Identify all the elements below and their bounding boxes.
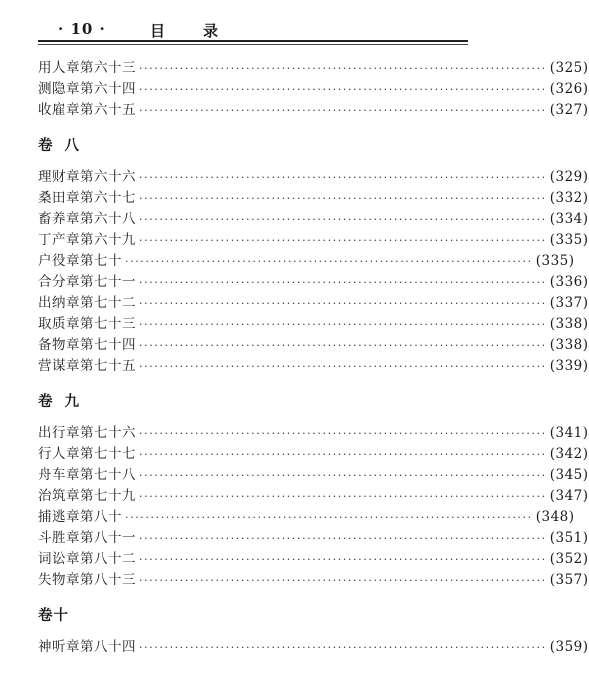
toc-entry-label: 舟车章第七十八 [38, 467, 136, 483]
toc-entry[interactable] [38, 507, 575, 528]
page-number: · 10 · [58, 20, 106, 38]
toc-entry[interactable] [38, 209, 589, 230]
toc-entry-label: 收雇章第六十五 [38, 102, 136, 118]
toc-entry-page: (325) [549, 60, 589, 76]
toc-entry-label: 出纳章第七十二 [38, 295, 136, 311]
toc-entry-label: 户役章第七十 [38, 253, 122, 269]
toc-entry[interactable] [38, 423, 589, 444]
toc-entry[interactable] [38, 356, 589, 377]
dot-leader: ················································································ [139, 469, 547, 482]
toc-entry-page: (338) [549, 316, 589, 332]
toc-entry-page: (334) [549, 211, 589, 227]
toc-entry-page: (338) [549, 337, 589, 353]
dot-leader: ················································································ [139, 532, 547, 545]
toc-entry[interactable] [38, 272, 589, 293]
dot-leader: ················································································ [125, 255, 533, 268]
dot-leader: ················································································ [139, 276, 547, 289]
dot-leader: ················································································ [139, 104, 547, 117]
toc-entry-page: (352) [549, 551, 589, 567]
toc-entry-label: 测隐章第六十四 [38, 81, 136, 97]
toc-entry-label: 行人章第七十七 [38, 446, 136, 462]
dot-leader: ················································································ [139, 641, 547, 654]
toc-entry-label: 失物章第八十三 [38, 572, 136, 588]
toc-entry-page: (337) [549, 295, 589, 311]
toc-entry-page: (357) [549, 572, 589, 588]
volume-heading-8: 卷八 [38, 137, 91, 154]
toc-entry-page: (335) [549, 232, 589, 248]
toc-entry-label: 词讼章第八十二 [38, 551, 136, 567]
toc-entry-label: 捕逃章第八十 [38, 509, 122, 525]
page-title: 目录 [150, 22, 257, 40]
running-head [38, 18, 468, 40]
dot-leader: ················································································ [139, 62, 547, 75]
toc-entry[interactable] [38, 188, 589, 209]
toc-entry[interactable] [38, 167, 589, 188]
table-of-contents [38, 58, 589, 658]
toc-entry-page: (345) [549, 467, 589, 483]
toc-entry-page: (351) [549, 530, 589, 546]
toc-entry[interactable] [38, 335, 589, 356]
dot-leader: ················································································ [139, 213, 547, 226]
toc-entry[interactable] [38, 637, 589, 658]
toc-entry[interactable] [38, 486, 589, 507]
toc-entry-page: (347) [549, 488, 589, 504]
toc-entry-page: (335) [535, 253, 575, 269]
toc-entry-page: (336) [549, 274, 589, 290]
toc-entry[interactable] [38, 100, 589, 121]
dot-leader: ················································································ [139, 297, 547, 310]
toc-entry-page: (329) [549, 169, 589, 185]
volume-heading-10: 卷十 [38, 607, 69, 624]
dot-leader: ················································································ [125, 511, 533, 524]
dot-leader: ················································································ [139, 234, 547, 247]
toc-entry-page: (359) [549, 639, 589, 655]
dot-leader: ················································································ [139, 574, 547, 587]
toc-entry[interactable] [38, 570, 589, 591]
toc-entry[interactable] [38, 549, 589, 570]
toc-entry-label: 桑田章第六十七 [38, 190, 136, 206]
dot-leader: ················································································ [139, 318, 547, 331]
toc-entry-page: (326) [549, 81, 589, 97]
toc-entry[interactable] [38, 293, 589, 314]
toc-entry-label: 用人章第六十三 [38, 60, 136, 76]
dot-leader: ················································································ [139, 553, 547, 566]
header-rule-thick [38, 40, 468, 42]
dot-leader: ················································································ [139, 360, 547, 373]
header-rule-thin [38, 44, 468, 45]
toc-entry-label: 备物章第七十四 [38, 337, 136, 353]
toc-entry-label: 丁产章第六十九 [38, 232, 136, 248]
toc-entry[interactable] [38, 314, 589, 335]
toc-entry[interactable] [38, 251, 575, 272]
toc-entry-label: 取质章第七十三 [38, 316, 136, 332]
toc-entry-label: 神听章第八十四 [38, 639, 136, 655]
dot-leader: ················································································ [139, 448, 547, 461]
toc-entry-page: (332) [549, 190, 589, 206]
toc-entry-label: 治筑章第七十九 [38, 488, 136, 504]
toc-entry[interactable] [38, 444, 589, 465]
dot-leader: ················································································ [139, 339, 547, 352]
toc-entry-page: (348) [535, 509, 575, 525]
toc-entry-page: (342) [549, 446, 589, 462]
volume-heading-9: 卷九 [38, 393, 91, 410]
toc-entry-label: 斗胜章第八十一 [38, 530, 136, 546]
toc-entry[interactable] [38, 230, 589, 251]
toc-entry-label: 出行章第七十六 [38, 425, 136, 441]
toc-entry[interactable] [38, 58, 589, 79]
toc-entry-label: 理财章第六十六 [38, 169, 136, 185]
toc-entry-label: 营谋章第七十五 [38, 358, 136, 374]
toc-entry-page: (327) [549, 102, 589, 118]
toc-entry[interactable] [38, 528, 589, 549]
toc-entry-page: (341) [549, 425, 589, 441]
dot-leader: ················································································ [139, 171, 547, 184]
toc-entry-label: 合分章第七十一 [38, 274, 136, 290]
toc-entry[interactable] [38, 79, 589, 100]
dot-leader: ················································································ [139, 490, 547, 503]
toc-entry[interactable] [38, 465, 589, 486]
dot-leader: ················································································ [139, 192, 547, 205]
toc-entry-page: (339) [549, 358, 589, 374]
toc-entry-label: 畜养章第六十八 [38, 211, 136, 227]
dot-leader: ················································································ [139, 83, 547, 96]
dot-leader: ················································································ [139, 427, 547, 440]
